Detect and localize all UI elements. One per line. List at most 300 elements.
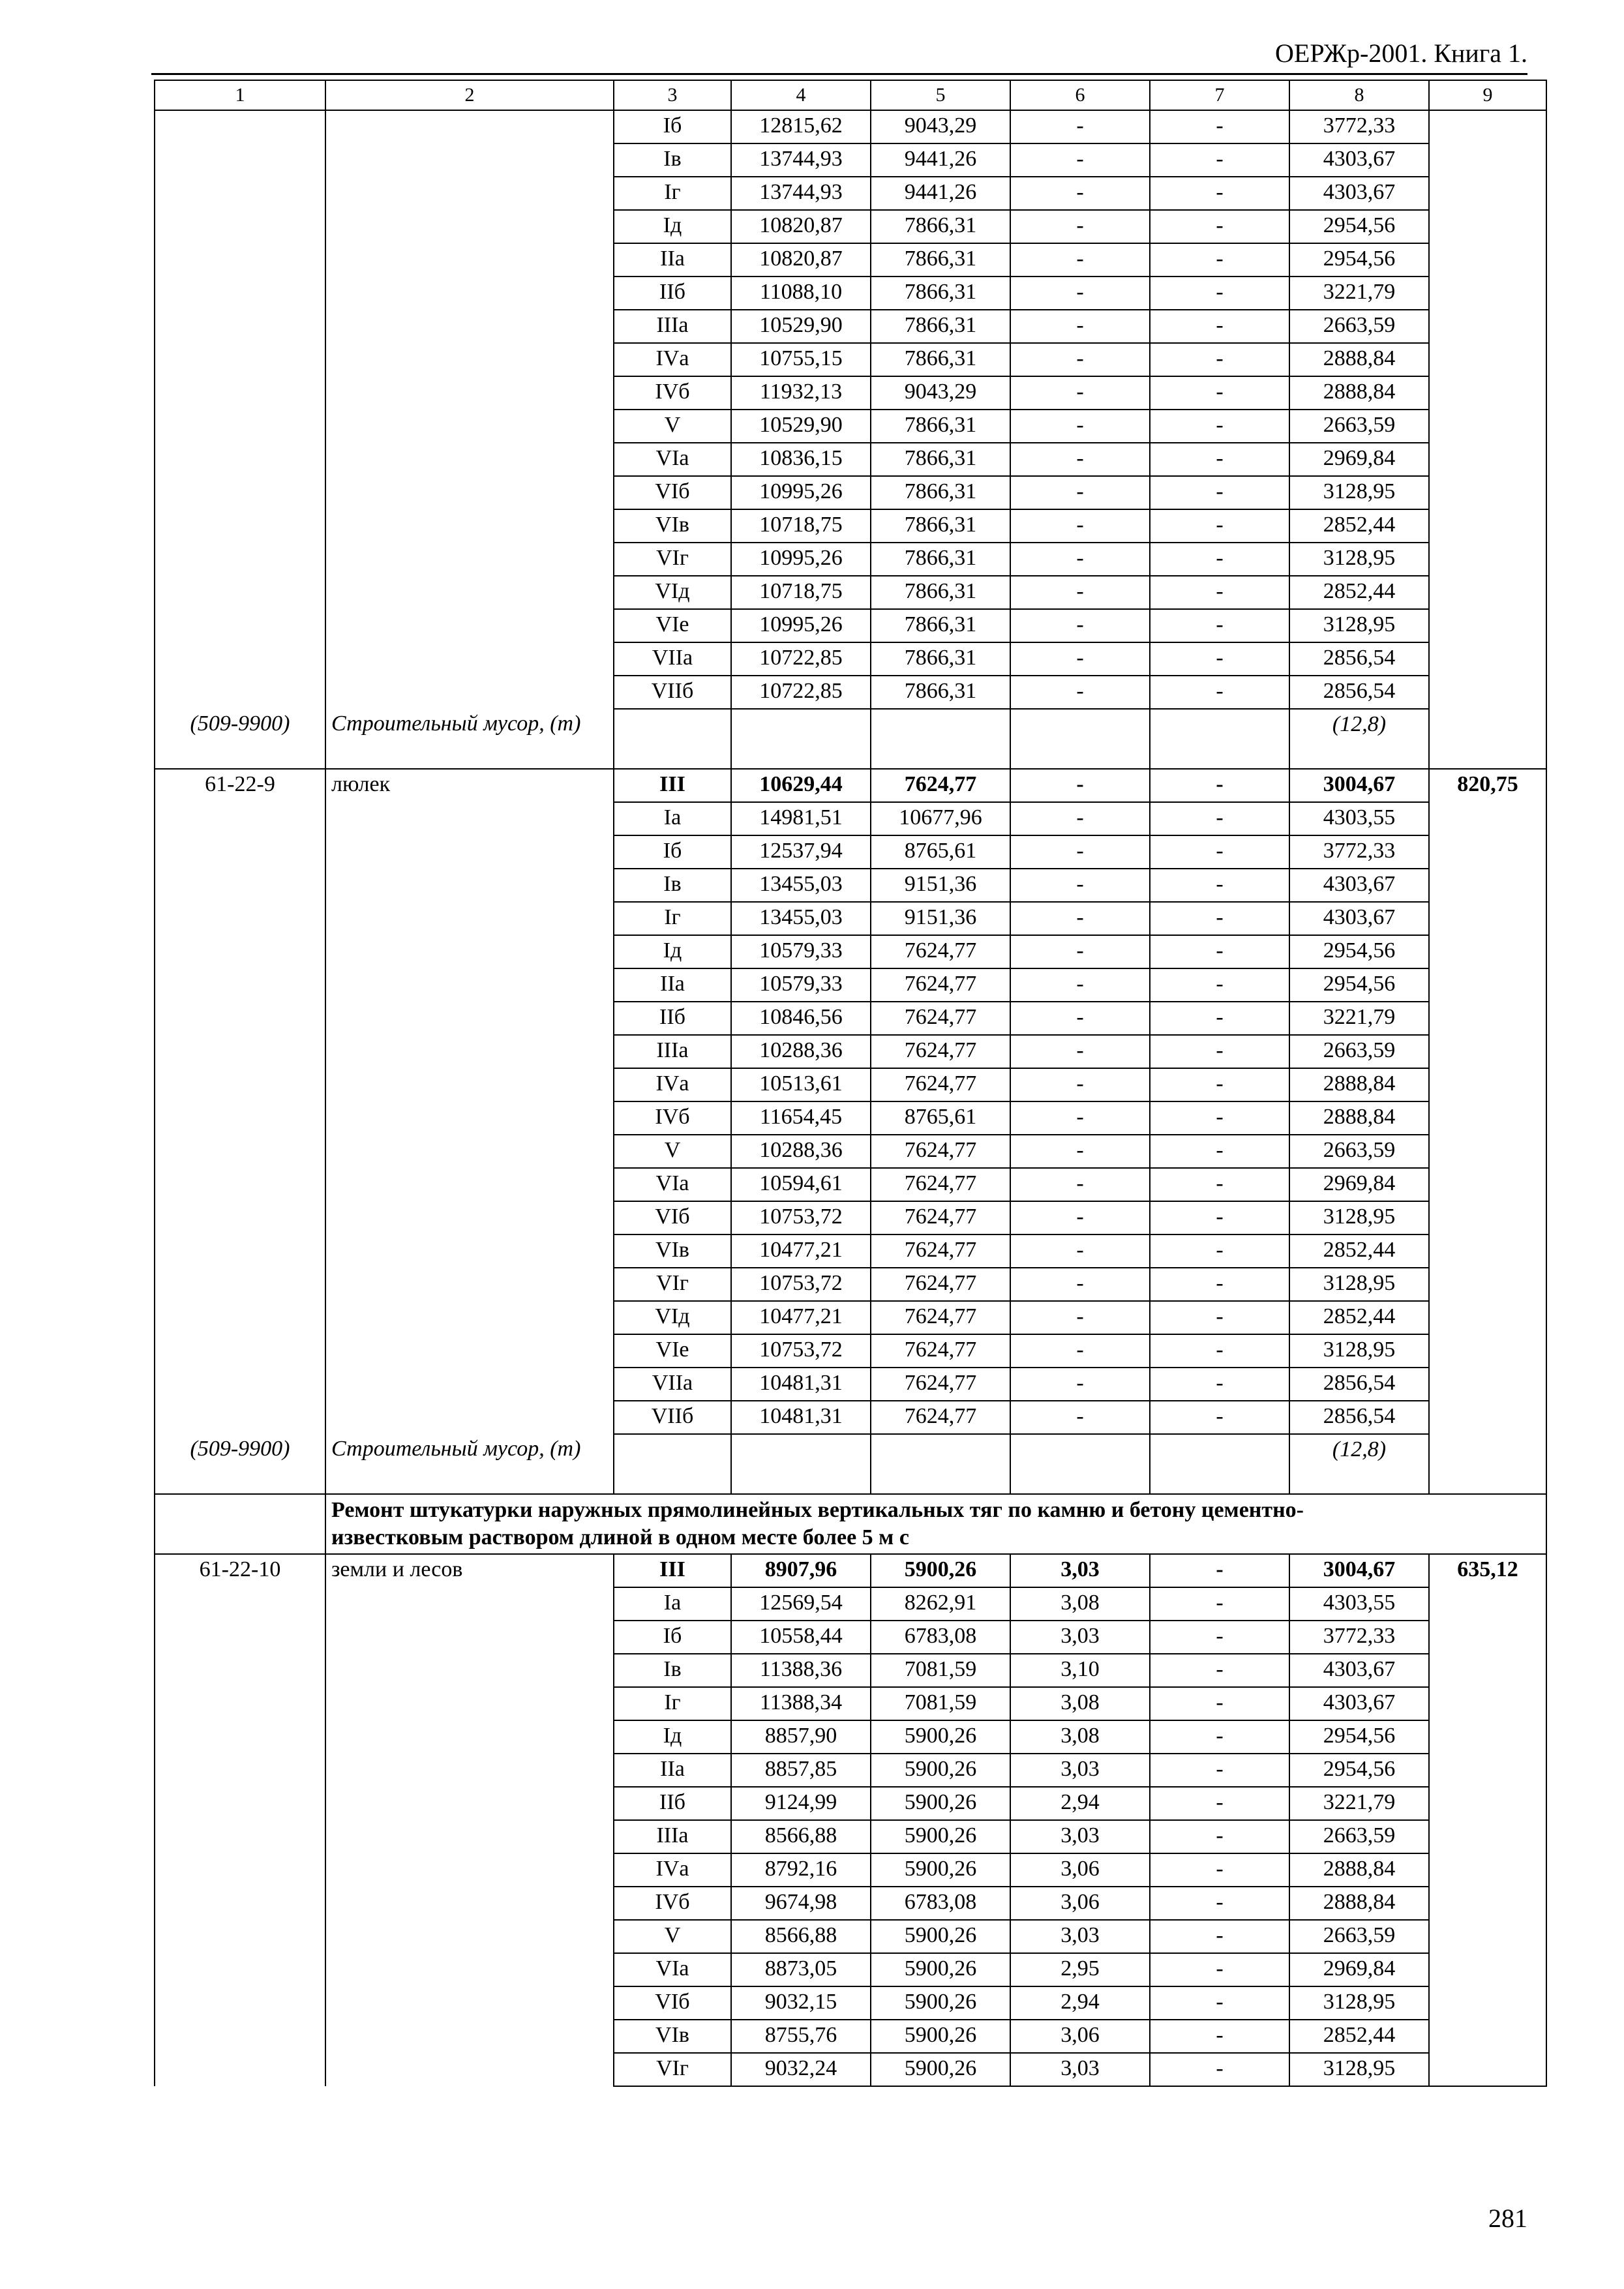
value-cell: - <box>1150 1401 1289 1434</box>
value-cell: IIб <box>614 1002 731 1035</box>
value-cell: 4303,67 <box>1289 902 1429 935</box>
value-cell: 3128,95 <box>1289 2053 1429 2086</box>
value-cell: - <box>1150 1621 1289 1654</box>
value-cell: - <box>1150 1853 1289 1887</box>
value-cell: Iа <box>614 802 731 835</box>
debris-name: Строительный мусор, (т) <box>325 709 614 769</box>
value-cell: 3,08 <box>1010 1687 1150 1720</box>
value-cell: 8566,88 <box>731 1920 871 1953</box>
value-cell: 10753,72 <box>731 1268 871 1301</box>
value-cell: Iг <box>614 902 731 935</box>
value-cell: - <box>1150 1068 1289 1101</box>
value-cell: VIе <box>614 1334 731 1368</box>
value-cell: VIг <box>614 2053 731 2086</box>
value-cell: V <box>614 1920 731 1953</box>
value-cell: Iд <box>614 210 731 243</box>
value-cell: VIд <box>614 1301 731 1334</box>
value-cell: 8792,16 <box>731 1853 871 1887</box>
value-cell: IIа <box>614 243 731 277</box>
value-cell: 12569,54 <box>731 1587 871 1621</box>
value-cell: - <box>1010 1068 1150 1101</box>
value-cell: - <box>1150 509 1289 543</box>
value-cell: 5900,26 <box>871 2053 1010 2086</box>
value-cell: - <box>1010 576 1150 609</box>
value-cell: - <box>1010 543 1150 576</box>
value-cell: - <box>1150 1953 1289 1986</box>
value-cell: 10995,26 <box>731 543 871 576</box>
section-empty-cell <box>155 1494 325 1554</box>
value-cell: 9124,99 <box>731 1787 871 1820</box>
value-cell: - <box>1150 1101 1289 1135</box>
value-cell: - <box>1010 343 1150 376</box>
value-cell: 7866,31 <box>871 243 1010 277</box>
value-cell: 2663,59 <box>1289 1135 1429 1168</box>
total-cell: 635,12 <box>1429 1554 1546 2086</box>
value-cell: - <box>1150 1687 1289 1720</box>
value-cell: 4303,55 <box>1289 802 1429 835</box>
value-cell: - <box>1150 902 1289 935</box>
value-cell: 5900,26 <box>871 1787 1010 1820</box>
value-cell: - <box>1150 177 1289 210</box>
value-cell: 10481,31 <box>731 1368 871 1401</box>
value-cell: 4303,55 <box>1289 1587 1429 1621</box>
value-cell: 2,94 <box>1010 1787 1150 1820</box>
value-cell: 10718,75 <box>731 509 871 543</box>
value-cell: - <box>1150 869 1289 902</box>
value-cell: 5900,26 <box>871 1720 1010 1754</box>
value-cell: 7624,77 <box>871 935 1010 968</box>
value-cell: 10477,21 <box>731 1234 871 1268</box>
value-cell: VIе <box>614 609 731 642</box>
value-cell: 3128,95 <box>1289 1334 1429 1368</box>
column-number: 2 <box>325 80 614 110</box>
value-cell: - <box>1010 1168 1150 1201</box>
value-cell: 3004,67 <box>1289 1554 1429 1587</box>
value-cell: 10529,90 <box>731 310 871 343</box>
value-cell: Iв <box>614 143 731 177</box>
value-cell: - <box>1010 869 1150 902</box>
debris-value: (12,8) <box>1289 709 1429 769</box>
value-cell: 5900,26 <box>871 2020 1010 2053</box>
value-cell: 7624,77 <box>871 1368 1010 1401</box>
value-cell: 8262,91 <box>871 1587 1010 1621</box>
value-cell: 2852,44 <box>1289 1234 1429 1268</box>
value-cell: 2663,59 <box>1289 1920 1429 1953</box>
value-cell: 3,06 <box>1010 2020 1150 2053</box>
value-cell: 10529,90 <box>731 410 871 443</box>
value-cell: - <box>1150 1986 1289 2020</box>
value-cell: - <box>1010 1101 1150 1135</box>
value-cell: 8857,90 <box>731 1720 871 1754</box>
value-cell: Iб <box>614 1621 731 1654</box>
value-cell: - <box>1150 1002 1289 1035</box>
value-cell: - <box>1150 1787 1289 1820</box>
value-cell: 4303,67 <box>1289 869 1429 902</box>
value-cell: - <box>1150 1301 1289 1334</box>
value-cell: 11388,34 <box>731 1687 871 1720</box>
value-cell: 3221,79 <box>1289 277 1429 310</box>
value-cell: 7624,77 <box>871 1268 1010 1301</box>
value-cell: Iв <box>614 1654 731 1687</box>
value-cell: - <box>1010 376 1150 410</box>
value-cell: - <box>1150 410 1289 443</box>
value-cell: 11388,36 <box>731 1654 871 1687</box>
value-cell: - <box>1150 1334 1289 1368</box>
empty-cell <box>614 709 731 769</box>
value-cell: 3128,95 <box>1289 1986 1429 2020</box>
value-cell: VIв <box>614 2020 731 2053</box>
empty-cell <box>1150 1434 1289 1494</box>
value-cell: 10722,85 <box>731 676 871 709</box>
value-cell: - <box>1150 802 1289 835</box>
value-cell: - <box>1150 1920 1289 1953</box>
empty-cell <box>871 709 1010 769</box>
value-cell: 2888,84 <box>1289 1068 1429 1101</box>
value-cell: 2954,56 <box>1289 210 1429 243</box>
value-cell: 10846,56 <box>731 1002 871 1035</box>
value-cell: - <box>1010 1368 1150 1401</box>
value-cell: 3221,79 <box>1289 1002 1429 1035</box>
value-cell: 7866,31 <box>871 277 1010 310</box>
value-cell: IVа <box>614 1853 731 1887</box>
value-cell: 2856,54 <box>1289 1401 1429 1434</box>
value-cell: 7624,77 <box>871 1035 1010 1068</box>
value-cell: VIIа <box>614 642 731 676</box>
value-cell: 12815,62 <box>731 110 871 143</box>
code-cell <box>155 110 325 709</box>
value-cell: Iг <box>614 1687 731 1720</box>
value-cell: 10477,21 <box>731 1301 871 1334</box>
value-cell: - <box>1150 1035 1289 1068</box>
value-cell: 3,08 <box>1010 1720 1150 1754</box>
value-cell: 10513,61 <box>731 1068 871 1101</box>
column-number: 8 <box>1289 80 1429 110</box>
value-cell: 7866,31 <box>871 609 1010 642</box>
value-cell: 2663,59 <box>1289 1820 1429 1853</box>
value-cell: 10481,31 <box>731 1401 871 1434</box>
value-cell: 9151,36 <box>871 902 1010 935</box>
value-cell: 3128,95 <box>1289 476 1429 509</box>
value-cell: - <box>1150 609 1289 642</box>
empty-cell <box>871 1434 1010 1494</box>
value-cell: - <box>1010 1334 1150 1368</box>
value-cell: - <box>1150 1201 1289 1234</box>
column-number: 3 <box>614 80 731 110</box>
value-cell: 7624,77 <box>871 1401 1010 1434</box>
value-cell: V <box>614 410 731 443</box>
value-cell: 2969,84 <box>1289 1168 1429 1201</box>
value-cell: 10677,96 <box>871 802 1010 835</box>
value-cell: 12537,94 <box>731 835 871 869</box>
column-number: 4 <box>731 80 871 110</box>
name-cell <box>325 110 614 709</box>
value-cell: VIа <box>614 443 731 476</box>
value-cell: 8873,05 <box>731 1953 871 1986</box>
value-cell: Iд <box>614 935 731 968</box>
value-cell: - <box>1150 143 1289 177</box>
debris-code: (509-9900) <box>155 1434 325 1494</box>
value-cell: - <box>1010 769 1150 802</box>
value-cell: - <box>1010 509 1150 543</box>
value-cell: 3128,95 <box>1289 1268 1429 1301</box>
value-cell: III <box>614 1554 731 1587</box>
value-cell: VIIб <box>614 676 731 709</box>
value-cell: VIа <box>614 1168 731 1201</box>
empty-cell <box>731 709 871 769</box>
value-cell: - <box>1150 243 1289 277</box>
value-cell: 2954,56 <box>1289 935 1429 968</box>
value-cell: IVб <box>614 376 731 410</box>
value-cell: 10288,36 <box>731 1135 871 1168</box>
value-cell: - <box>1150 1820 1289 1853</box>
value-cell: 3,03 <box>1010 2053 1150 2086</box>
value-cell: 3,08 <box>1010 1587 1150 1621</box>
value-cell: 4303,67 <box>1289 1687 1429 1720</box>
value-cell: 10995,26 <box>731 609 871 642</box>
value-cell: - <box>1150 1587 1289 1621</box>
value-cell: - <box>1010 210 1150 243</box>
value-cell: 3,03 <box>1010 1920 1150 1953</box>
value-cell: - <box>1010 902 1150 935</box>
value-cell: VIIа <box>614 1368 731 1401</box>
value-cell: 7866,31 <box>871 310 1010 343</box>
value-cell: - <box>1010 1234 1150 1268</box>
value-cell: 3128,95 <box>1289 609 1429 642</box>
value-cell: - <box>1010 1268 1150 1301</box>
value-cell: 7866,31 <box>871 576 1010 609</box>
value-cell: 2969,84 <box>1289 443 1429 476</box>
section-title: Ремонт штукатурки наружных прямолинейных вертикальных тяг по камню и бетону цементно-известковым раствором длиной в одном месте более 5 м с <box>325 1494 1546 1554</box>
value-cell: - <box>1150 1887 1289 1920</box>
value-cell: 2852,44 <box>1289 576 1429 609</box>
value-cell: VIа <box>614 1953 731 1986</box>
name-cell: люлек <box>325 769 614 1434</box>
empty-cell <box>731 1434 871 1494</box>
value-cell: 5900,26 <box>871 1554 1010 1587</box>
value-cell: - <box>1150 343 1289 376</box>
header-rule <box>151 73 1527 75</box>
empty-cell <box>1150 709 1289 769</box>
value-cell: 10753,72 <box>731 1201 871 1234</box>
table-row <box>155 1554 1546 1587</box>
total-cell: 820,75 <box>1429 769 1546 1494</box>
value-cell: 5900,26 <box>871 1920 1010 1953</box>
value-cell: 3,03 <box>1010 1820 1150 1853</box>
value-cell: 7624,77 <box>871 769 1010 802</box>
value-cell: 3,03 <box>1010 1754 1150 1787</box>
value-cell: 7866,31 <box>871 476 1010 509</box>
debris-name: Строительный мусор, (т) <box>325 1434 614 1494</box>
value-cell: 7866,31 <box>871 210 1010 243</box>
value-cell: 7624,77 <box>871 1301 1010 1334</box>
value-cell: - <box>1150 110 1289 143</box>
value-cell: 3,06 <box>1010 1853 1150 1887</box>
value-cell: 7866,31 <box>871 543 1010 576</box>
value-cell: - <box>1150 935 1289 968</box>
value-cell: - <box>1150 676 1289 709</box>
value-cell: 11088,10 <box>731 277 871 310</box>
value-cell: Iб <box>614 835 731 869</box>
value-cell: IVа <box>614 343 731 376</box>
value-cell: 7081,59 <box>871 1687 1010 1720</box>
value-cell: 2888,84 <box>1289 1101 1429 1135</box>
value-cell: 3,03 <box>1010 1554 1150 1587</box>
value-cell: 13744,93 <box>731 143 871 177</box>
value-cell: 3128,95 <box>1289 1201 1429 1234</box>
value-cell: 3,06 <box>1010 1887 1150 1920</box>
value-cell: 7624,77 <box>871 1135 1010 1168</box>
value-cell: 7624,77 <box>871 1234 1010 1268</box>
value-cell: - <box>1010 1002 1150 1035</box>
value-cell: - <box>1150 1554 1289 1587</box>
value-cell: - <box>1150 642 1289 676</box>
value-cell: 10579,33 <box>731 935 871 968</box>
value-cell: 2663,59 <box>1289 410 1429 443</box>
value-cell: 5900,26 <box>871 1986 1010 2020</box>
value-cell: 4303,67 <box>1289 143 1429 177</box>
value-cell: 10288,36 <box>731 1035 871 1068</box>
debris-row <box>155 1434 1546 1494</box>
column-number-row <box>155 80 1546 110</box>
value-cell: 8755,76 <box>731 2020 871 2053</box>
value-cell: 7624,77 <box>871 1002 1010 1035</box>
value-cell: - <box>1150 1268 1289 1301</box>
value-cell: 10558,44 <box>731 1621 871 1654</box>
value-cell: 2856,54 <box>1289 642 1429 676</box>
value-cell: - <box>1010 802 1150 835</box>
table-row <box>155 110 1546 143</box>
value-cell: - <box>1010 143 1150 177</box>
value-cell: 2852,44 <box>1289 2020 1429 2053</box>
value-cell: - <box>1150 1720 1289 1754</box>
empty-cell <box>1010 709 1150 769</box>
value-cell: 11932,13 <box>731 376 871 410</box>
debris-code: (509-9900) <box>155 709 325 769</box>
value-cell: 9032,15 <box>731 1986 871 2020</box>
value-cell: - <box>1010 410 1150 443</box>
value-cell: 5900,26 <box>871 1953 1010 1986</box>
value-cell: - <box>1150 443 1289 476</box>
value-cell: 7866,31 <box>871 410 1010 443</box>
value-cell: 8566,88 <box>731 1820 871 1853</box>
value-cell: - <box>1150 769 1289 802</box>
value-cell: 10753,72 <box>731 1334 871 1368</box>
value-cell: 8765,61 <box>871 1101 1010 1135</box>
value-cell: 2663,59 <box>1289 310 1429 343</box>
value-cell: 2888,84 <box>1289 376 1429 410</box>
value-cell: 10629,44 <box>731 769 871 802</box>
value-cell: 14981,51 <box>731 802 871 835</box>
value-cell: 4303,67 <box>1289 177 1429 210</box>
value-cell: VIв <box>614 509 731 543</box>
value-cell: 7624,77 <box>871 1068 1010 1101</box>
column-number: 6 <box>1010 80 1150 110</box>
value-cell: 2856,54 <box>1289 676 1429 709</box>
value-cell: IIа <box>614 968 731 1002</box>
value-cell: 2888,84 <box>1289 343 1429 376</box>
value-cell: - <box>1150 1135 1289 1168</box>
value-cell: 7624,77 <box>871 968 1010 1002</box>
value-cell: 9032,24 <box>731 2053 871 2086</box>
value-cell: VIг <box>614 543 731 576</box>
value-cell: IIIа <box>614 1035 731 1068</box>
value-cell: 10995,26 <box>731 476 871 509</box>
value-cell: 2954,56 <box>1289 243 1429 277</box>
value-cell: - <box>1150 2053 1289 2086</box>
price-table <box>154 80 1547 2087</box>
value-cell: 6783,08 <box>871 1621 1010 1654</box>
value-cell: - <box>1010 443 1150 476</box>
debris-value: (12,8) <box>1289 1434 1429 1494</box>
value-cell: - <box>1010 642 1150 676</box>
value-cell: - <box>1150 543 1289 576</box>
value-cell: - <box>1150 1168 1289 1201</box>
value-cell: - <box>1010 1401 1150 1434</box>
value-cell: 10836,15 <box>731 443 871 476</box>
value-cell: VIб <box>614 1201 731 1234</box>
column-number: 7 <box>1150 80 1289 110</box>
value-cell: - <box>1150 476 1289 509</box>
value-cell: III <box>614 769 731 802</box>
value-cell: IIIа <box>614 1820 731 1853</box>
value-cell: VIд <box>614 576 731 609</box>
value-cell: 2954,56 <box>1289 968 1429 1002</box>
value-cell: 2954,56 <box>1289 1720 1429 1754</box>
column-number: 1 <box>155 80 325 110</box>
value-cell: - <box>1010 110 1150 143</box>
value-cell: - <box>1150 210 1289 243</box>
value-cell: 9043,29 <box>871 110 1010 143</box>
value-cell: - <box>1010 277 1150 310</box>
value-cell: VIб <box>614 476 731 509</box>
value-cell: - <box>1010 310 1150 343</box>
debris-row <box>155 709 1546 769</box>
name-cell: земли и лесов <box>325 1554 614 2086</box>
value-cell: 8857,85 <box>731 1754 871 1787</box>
value-cell: 7866,31 <box>871 343 1010 376</box>
value-cell: 7624,77 <box>871 1334 1010 1368</box>
value-cell: - <box>1150 1368 1289 1401</box>
value-cell: - <box>1150 1234 1289 1268</box>
value-cell: - <box>1150 1754 1289 1787</box>
value-cell: 2,95 <box>1010 1953 1150 1986</box>
value-cell: 3221,79 <box>1289 1787 1429 1820</box>
value-cell: 9043,29 <box>871 376 1010 410</box>
value-cell: - <box>1010 935 1150 968</box>
total-cell <box>1429 110 1546 769</box>
value-cell: 3,03 <box>1010 1621 1150 1654</box>
value-cell: 2663,59 <box>1289 1035 1429 1068</box>
code-cell: 61-22-9 <box>155 769 325 1434</box>
value-cell: IVб <box>614 1887 731 1920</box>
value-cell: Iв <box>614 869 731 902</box>
value-cell: 7866,31 <box>871 509 1010 543</box>
value-cell: 2856,54 <box>1289 1368 1429 1401</box>
value-cell: IIIа <box>614 310 731 343</box>
value-cell: - <box>1010 243 1150 277</box>
value-cell: 5900,26 <box>871 1754 1010 1787</box>
value-cell: 13455,03 <box>731 869 871 902</box>
value-cell: - <box>1150 835 1289 869</box>
value-cell: VIг <box>614 1268 731 1301</box>
value-cell: - <box>1150 2020 1289 2053</box>
value-cell: 2852,44 <box>1289 509 1429 543</box>
value-cell: 2969,84 <box>1289 1953 1429 1986</box>
value-cell: 3772,33 <box>1289 835 1429 869</box>
value-cell: 13744,93 <box>731 177 871 210</box>
value-cell: 5900,26 <box>871 1820 1010 1853</box>
value-cell: 6783,08 <box>871 1887 1010 1920</box>
